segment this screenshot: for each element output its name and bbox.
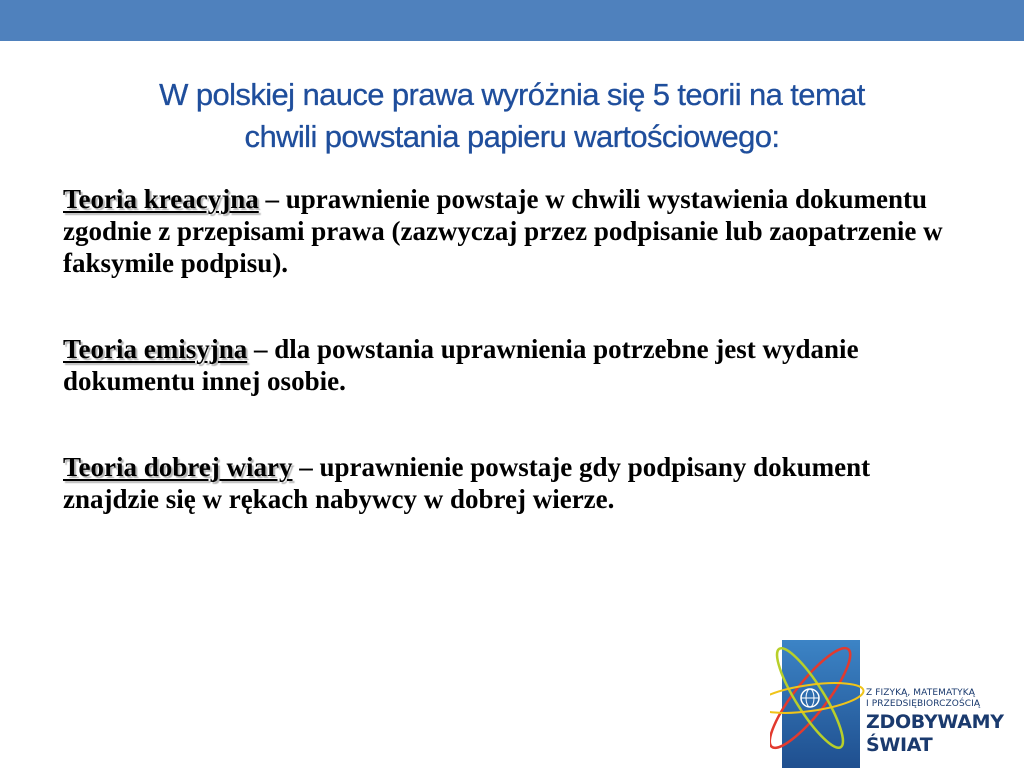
logo-blue-panel (782, 640, 860, 768)
theory-term-kreacyjna: Teoria kreacyjna (63, 184, 259, 214)
logo-name-line-1: ZDOBYWAMY (866, 711, 1004, 733)
theory-term-dobrej-wiary: Teoria dobrej wiary (63, 452, 293, 482)
theory-paragraph-emisyjna (63, 333, 963, 397)
theory-paragraph-dobrej-wiary (63, 451, 963, 515)
logo-name-line-2: ŚWIAT (866, 734, 933, 756)
top-accent-bar (0, 0, 1024, 41)
theory-description-emisyjna: – dla powstania uprawnienia potrzebne jest wydanie dokumentu innej osobie. (63, 334, 859, 396)
logo-tagline-line-2: I PRZEDSIĘBIORCZOŚCIĄ (866, 699, 981, 709)
slide-body (63, 183, 963, 515)
logo-name (866, 711, 1004, 757)
zdobywamy-swiat-logo (770, 624, 1024, 768)
theory-description-dobrej-wiary: – uprawnienie powstaje gdy podpisany dokument znajdzie się w rękach nabywcy w dobrej wierze. (63, 452, 871, 514)
slide-title (40, 74, 984, 158)
theory-term-emisyjna: Teoria emisyjna (63, 334, 248, 364)
slide-title-line-2: chwili powstania papieru wartościowego: (244, 119, 780, 154)
logo-tagline (866, 688, 980, 710)
logo-tagline-line-1: Z FIZYKĄ, MATEMATYKĄ (866, 688, 975, 698)
theory-paragraph-kreacyjna (63, 183, 963, 279)
theory-description-kreacyjna: – uprawnienie powstaje w chwili wystawienia dokumentu zgodnie z przepisami prawa (zazwyczaj przez podpisanie lub zaopatrzenie w faksymile podpisu). (63, 184, 943, 278)
slide-title-line-1: W polskiej nauce prawa wyróżnia się 5 teorii na temat (159, 77, 865, 112)
